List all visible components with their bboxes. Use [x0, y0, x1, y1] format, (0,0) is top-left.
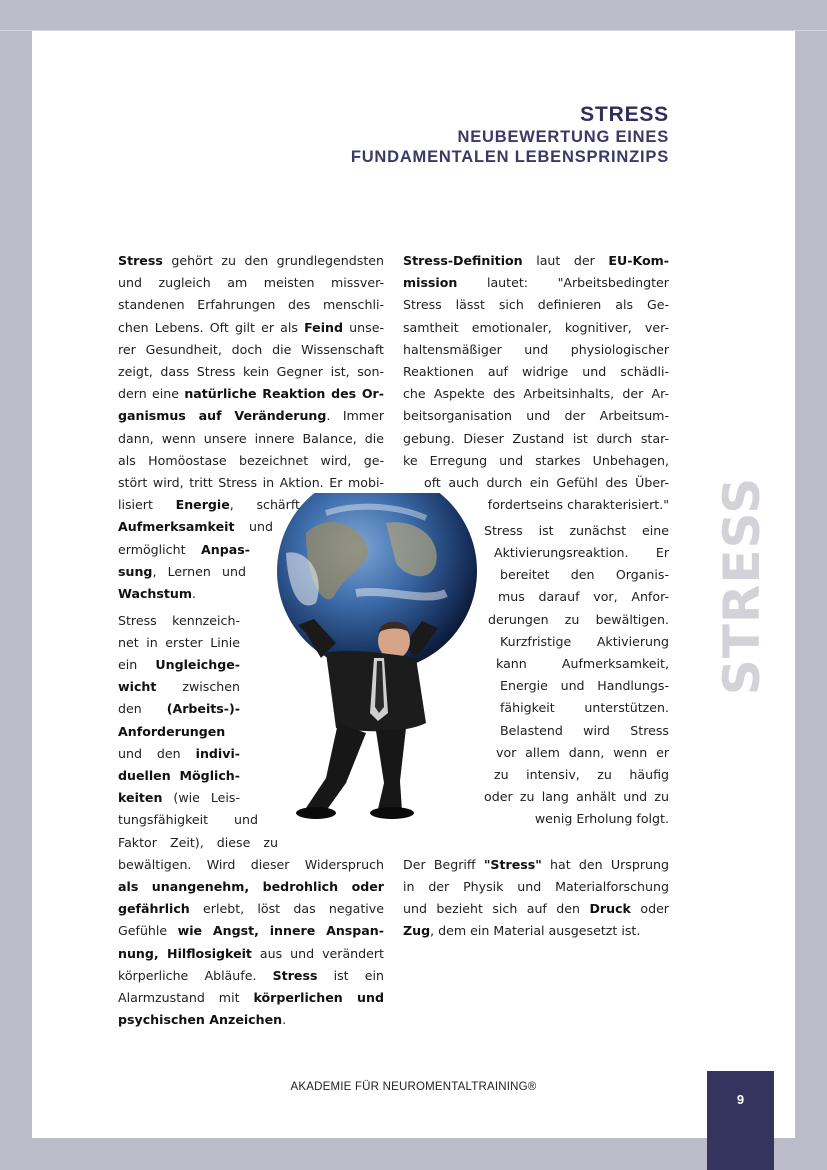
- text-line: Stress lässt sich definieren als Ge-: [403, 297, 669, 313]
- text-line: als unangenehm, bedrohlich oder: [118, 879, 384, 895]
- text-line: Der Begriff "Stress" hat den Ursprung: [403, 856, 669, 872]
- text-line: Stress-Definition laut der EU-Kom-: [403, 253, 669, 268]
- text-line: Zug, dem ein Material ausgesetzt ist.: [403, 923, 641, 939]
- text-line: Faktor Zeit), diese zu: [118, 834, 278, 850]
- text-line: Anforderungen: [118, 723, 226, 739]
- text-line: Aufmerksamkeit und: [118, 519, 273, 535]
- footer-academy: AKADEMIE FÜR NEUROMENTALTRAINING®: [290, 1081, 537, 1093]
- text-line: wenig Erholung folgt.: [534, 811, 669, 827]
- text-line: Wachstum.: [118, 586, 196, 601]
- text-line: fordertseins charakterisiert.": [487, 497, 669, 513]
- text-line: dann, wenn unsere innere Balance, die: [118, 430, 384, 446]
- page-title: STRESS: [580, 103, 669, 126]
- text-line: und den indivi-: [118, 745, 240, 761]
- text-line: sung, Lernen und: [118, 563, 246, 579]
- page-subtitle-line2: FUNDAMENTALEN LEBENSPRINZIPS: [350, 148, 669, 166]
- text-line: Stress gehört zu den grundlegendsten: [118, 253, 384, 268]
- text-line: Gefühle wie Angst, innere Anspan-: [118, 923, 385, 939]
- page-number: 9: [736, 1092, 745, 1107]
- text-line: Alarmzustand mit körperlichen und: [118, 990, 384, 1006]
- text-line: lisiert Energie, schärft: [118, 497, 300, 513]
- text-line: ganismus auf Veränderung. Immer: [118, 408, 384, 424]
- text-line: körperliche Abläufe. Stress ist ein: [118, 967, 384, 983]
- text-line: keiten (wie Leis-: [118, 790, 240, 806]
- text-line: dern eine natürliche Reaktion des Or-: [118, 386, 384, 402]
- text-line: ermöglicht Anpas-: [118, 541, 250, 557]
- text-line: vor allem dann, wenn er: [496, 744, 669, 760]
- text-line: Kurzfristige Aktivierung: [500, 633, 669, 649]
- text-line: standenen Erfahrungen des menschli-: [118, 297, 384, 313]
- text-line: fähigkeit unterstützen.: [500, 700, 669, 716]
- text-line: psychischen Anzeichen.: [118, 1012, 287, 1028]
- text-line: ein Ungleichge-: [118, 657, 240, 673]
- text-line: Stress kennzeich-: [118, 612, 240, 628]
- text-line: Energie und Handlungs-: [500, 678, 669, 694]
- page-subtitle-line1: NEUBEWERTUNG EINES: [457, 128, 669, 146]
- text-line: net in erster Linie: [118, 634, 240, 650]
- text-line: zeigt, dass Stress kein Gegner ist, son-: [118, 364, 384, 379]
- text-line: tungsfähigkeit und: [118, 812, 258, 828]
- text-line: mus darauf vor, Anfor-: [498, 589, 669, 605]
- text-line: bewältigen. Wird dieser Widerspruch: [118, 856, 384, 872]
- text-line: den (Arbeits-)-: [118, 701, 240, 717]
- man-carrying-globe-illustration: [266, 493, 486, 833]
- text-line: oft auch durch ein Gefühl des Über-: [424, 475, 669, 490]
- text-line: oder zu lang anhält und zu: [484, 789, 669, 805]
- text-line: haltensmäßiger und physiologischer: [403, 341, 669, 357]
- text-line: und bezieht sich auf den Druck oder: [403, 901, 669, 917]
- page-header: [351, 103, 669, 167]
- text-line: gebung. Dieser Zustand ist durch star-: [403, 430, 669, 446]
- text-line: Belastend wird Stress: [500, 722, 669, 738]
- text-line: als Homöostase bezeichnet wird, ge-: [118, 452, 384, 468]
- text-line: nung, Hilflosigkeit aus und verändert: [118, 945, 384, 961]
- text-line: mission lautet: "Arbeitsbedingter: [403, 275, 669, 291]
- side-word-text: STRESS: [713, 476, 771, 696]
- text-line: wicht zwischen: [118, 679, 240, 695]
- side-word-vertical: [713, 455, 771, 717]
- text-line: Aktivierungsreaktion. Er: [494, 544, 669, 560]
- text-line: stört wird, tritt Stress in Aktion. Er mobi-: [118, 475, 384, 490]
- text-line: derungen zu bewältigen.: [488, 611, 669, 627]
- text-line: Reaktionen auf widrige und schädli-: [403, 364, 669, 379]
- text-line: bereitet den Organis-: [500, 567, 669, 583]
- text-line: beitsorganisation und der Arbeitsum-: [403, 408, 669, 424]
- text-line: und zugleich am meisten missver-: [118, 275, 384, 291]
- text-line: gefährlich erlebt, löst das negative: [118, 901, 384, 917]
- text-line: samtheit emotionaler, kognitiver, ver-: [403, 319, 669, 335]
- text-line: kann Aufmerksamkeit,: [496, 655, 669, 671]
- text-line: in der Physik und Materialforschung: [403, 879, 669, 895]
- text-line: rer Gesundheit, doch die Wissenschaft: [118, 341, 384, 357]
- text-line: chen Lebens. Oft gilt er als Feind unse-: [118, 319, 385, 335]
- text-line: ke Erregung und starkes Unbehagen,: [403, 452, 669, 468]
- text-line: Stress ist zunächst eine: [484, 522, 669, 538]
- page-number-box: [707, 1071, 774, 1170]
- text-line: che Aspekte des Arbeitsinhalts, der Ar-: [403, 386, 669, 402]
- text-line: zu intensiv, zu häufig: [494, 766, 669, 782]
- text-line: duellen Möglich-: [118, 768, 240, 784]
